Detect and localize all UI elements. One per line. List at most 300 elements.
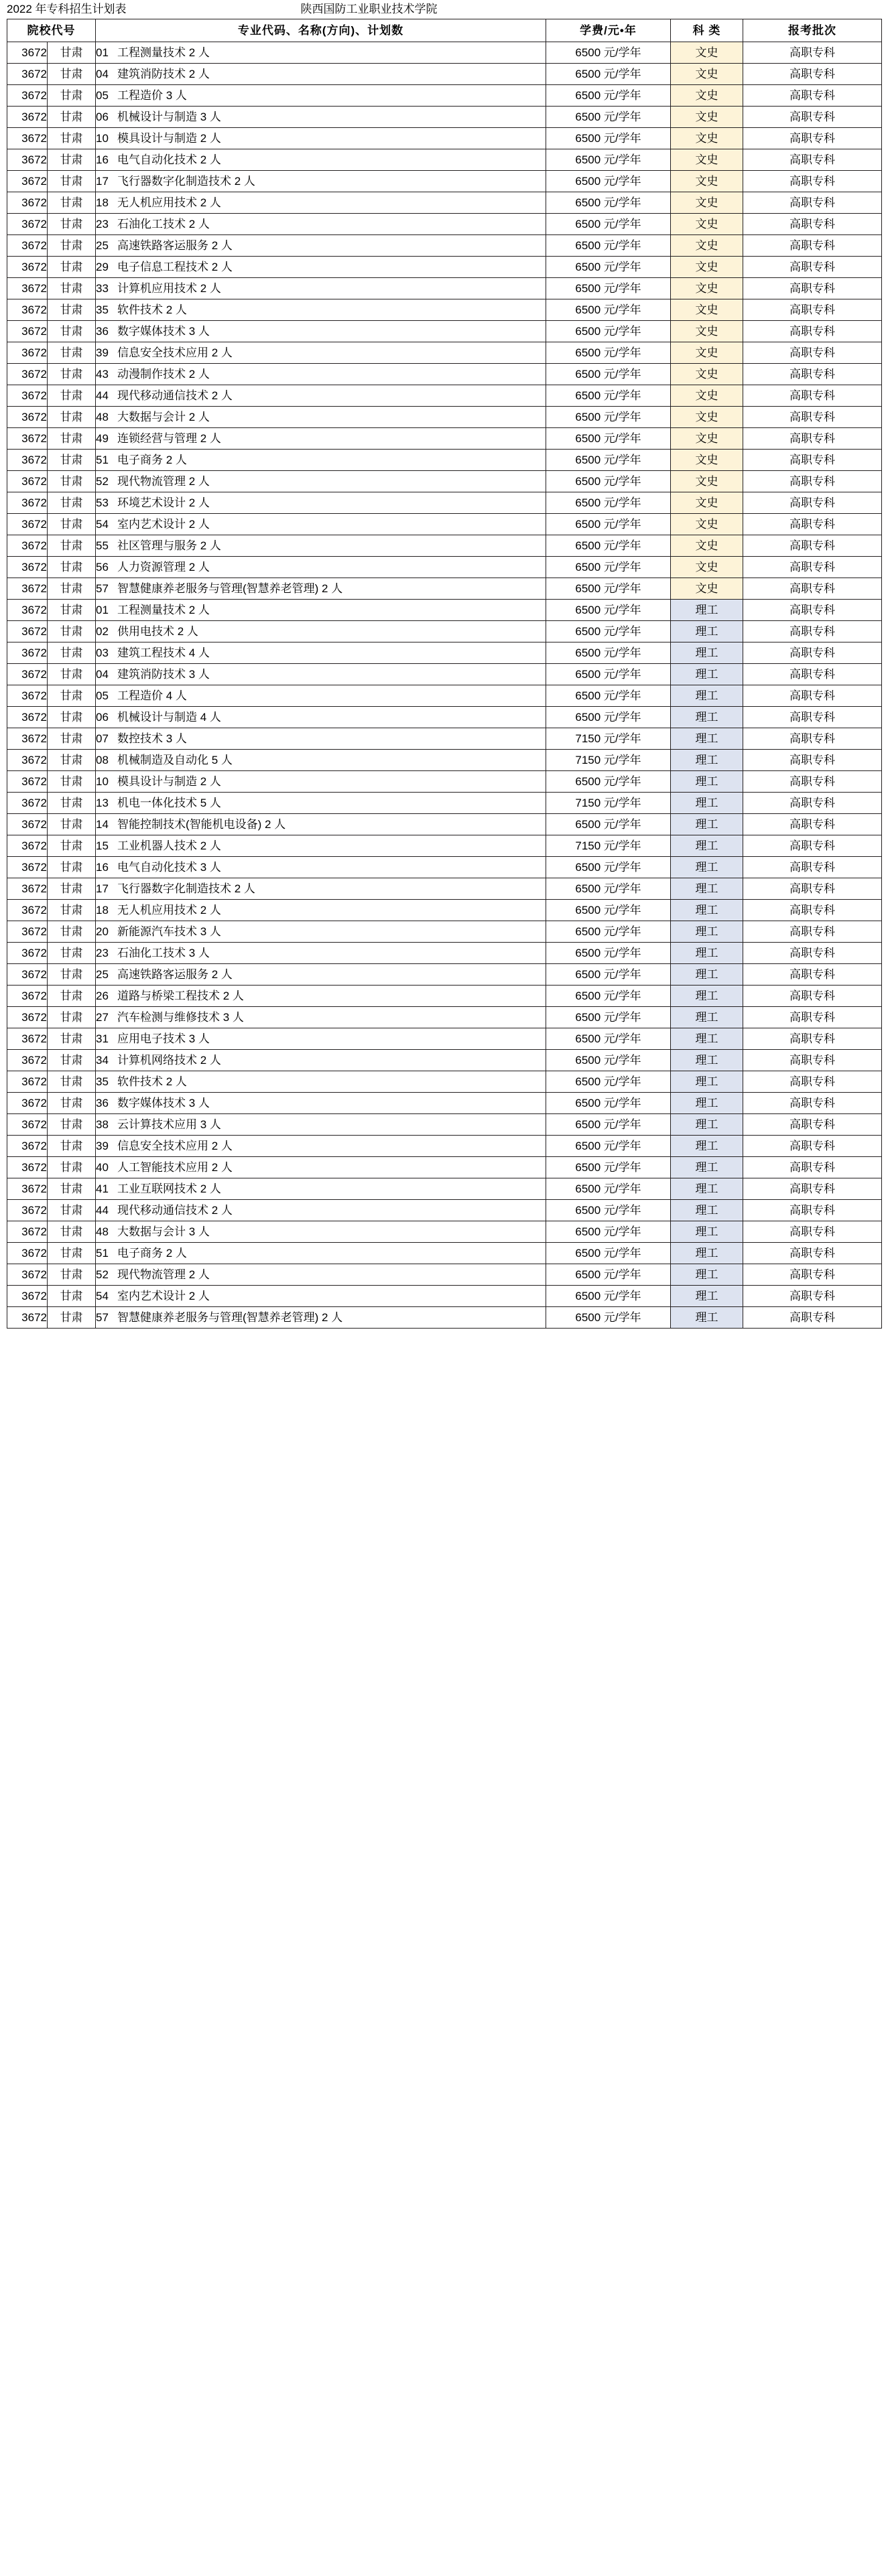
major-name: 工程造价 4 人	[117, 689, 187, 702]
major-name: 智慧健康养老服务与管理(智慧养老管理) 2 人	[117, 1310, 343, 1324]
table-row	[7, 364, 882, 385]
cell-subject: 理工	[671, 964, 743, 986]
cell-school-code: 3672	[7, 364, 48, 385]
major-code: 49	[96, 431, 109, 445]
cell-batch: 高职专科	[743, 192, 882, 214]
cell-province: 甘肃	[48, 1243, 96, 1264]
major-code: 18	[96, 196, 109, 209]
table-row	[7, 1157, 882, 1178]
cell-school-code: 3672	[7, 107, 48, 128]
cell-major	[96, 728, 546, 750]
table-row	[7, 428, 882, 450]
major-code: 41	[96, 1182, 109, 1195]
cell-major	[96, 214, 546, 235]
cell-batch: 高职专科	[743, 1221, 882, 1243]
cell-tuition: 6500 元/学年	[546, 664, 671, 685]
cell-subject: 理工	[671, 1136, 743, 1157]
cell-subject: 理工	[671, 1050, 743, 1071]
cell-province: 甘肃	[48, 342, 96, 364]
cell-major	[96, 642, 546, 664]
cell-tuition: 6500 元/学年	[546, 578, 671, 600]
cell-province: 甘肃	[48, 943, 96, 964]
cell-major	[96, 1221, 546, 1243]
major-code: 17	[96, 882, 109, 895]
cell-batch: 高职专科	[743, 557, 882, 578]
table-row	[7, 85, 882, 107]
cell-province: 甘肃	[48, 664, 96, 685]
cell-school-code: 3672	[7, 1200, 48, 1221]
cell-major	[96, 793, 546, 814]
major-code: 43	[96, 367, 109, 381]
cell-province: 甘肃	[48, 600, 96, 621]
cell-tuition: 6500 元/学年	[546, 964, 671, 986]
cell-province: 甘肃	[48, 42, 96, 64]
cell-major	[96, 299, 546, 321]
table-row	[7, 1286, 882, 1307]
cell-batch: 高职专科	[743, 1007, 882, 1028]
cell-tuition: 6500 元/学年	[546, 1028, 671, 1050]
table-row	[7, 771, 882, 793]
cell-province: 甘肃	[48, 557, 96, 578]
cell-major	[96, 85, 546, 107]
cell-tuition: 6500 元/学年	[546, 171, 671, 192]
cell-tuition: 6500 元/学年	[546, 1114, 671, 1136]
cell-tuition: 7150 元/学年	[546, 835, 671, 857]
table-row	[7, 878, 882, 900]
cell-major	[96, 921, 546, 943]
cell-tuition: 6500 元/学年	[546, 1264, 671, 1286]
cell-major	[96, 771, 546, 793]
major-name: 石油化工技术 3 人	[117, 946, 210, 959]
cell-batch: 高职专科	[743, 1307, 882, 1329]
cell-batch: 高职专科	[743, 1243, 882, 1264]
cell-subject: 理工	[671, 1200, 743, 1221]
major-name: 动漫制作技术 2 人	[117, 367, 210, 381]
major-code: 23	[96, 217, 109, 230]
table-row	[7, 986, 882, 1007]
major-code: 05	[96, 88, 109, 102]
cell-subject: 理工	[671, 707, 743, 728]
cell-batch: 高职专科	[743, 235, 882, 257]
cell-subject: 文史	[671, 428, 743, 450]
cell-province: 甘肃	[48, 1028, 96, 1050]
major-name: 电子信息工程技术 2 人	[117, 260, 233, 273]
cell-batch: 高职专科	[743, 299, 882, 321]
cell-subject: 理工	[671, 814, 743, 835]
table-row	[7, 128, 882, 149]
major-name: 软件技术 2 人	[117, 1075, 187, 1088]
cell-province: 甘肃	[48, 407, 96, 428]
cell-major	[96, 1286, 546, 1307]
major-name: 电气自动化技术 2 人	[117, 153, 221, 166]
cell-subject: 文史	[671, 257, 743, 278]
cell-batch: 高职专科	[743, 1286, 882, 1307]
cell-major	[96, 1243, 546, 1264]
table-row	[7, 321, 882, 342]
cell-tuition: 6500 元/学年	[546, 986, 671, 1007]
table-row	[7, 235, 882, 257]
column-header-major: 专业代码、名称(方向)、计划数	[96, 19, 546, 42]
table-row	[7, 1264, 882, 1286]
table-row	[7, 600, 882, 621]
cell-tuition: 6500 元/学年	[546, 149, 671, 171]
major-name: 人力资源管理 2 人	[117, 560, 210, 573]
cell-subject: 理工	[671, 1007, 743, 1028]
cell-school-code: 3672	[7, 278, 48, 299]
cell-tuition: 6500 元/学年	[546, 107, 671, 128]
cell-subject: 理工	[671, 793, 743, 814]
major-code: 20	[96, 925, 109, 938]
cell-batch: 高职专科	[743, 685, 882, 707]
cell-subject: 理工	[671, 750, 743, 771]
major-name: 数字媒体技术 3 人	[117, 324, 210, 338]
table-row	[7, 814, 882, 835]
cell-batch: 高职专科	[743, 857, 882, 878]
cell-batch: 高职专科	[743, 450, 882, 471]
cell-major	[96, 407, 546, 428]
cell-tuition: 6500 元/学年	[546, 1007, 671, 1028]
cell-tuition: 6500 元/学年	[546, 900, 671, 921]
cell-tuition: 6500 元/学年	[546, 1178, 671, 1200]
cell-subject: 文史	[671, 64, 743, 85]
cell-batch: 高职专科	[743, 1264, 882, 1286]
cell-subject: 理工	[671, 835, 743, 857]
cell-tuition: 6500 元/学年	[546, 42, 671, 64]
major-code: 57	[96, 582, 109, 595]
cell-school-code: 3672	[7, 1028, 48, 1050]
cell-major	[96, 385, 546, 407]
cell-school-code: 3672	[7, 235, 48, 257]
cell-province: 甘肃	[48, 235, 96, 257]
cell-province: 甘肃	[48, 642, 96, 664]
cell-major	[96, 1028, 546, 1050]
cell-batch: 高职专科	[743, 964, 882, 986]
cell-school-code: 3672	[7, 1114, 48, 1136]
major-name: 智能控制技术(智能机电设备) 2 人	[117, 817, 286, 831]
cell-school-code: 3672	[7, 600, 48, 621]
table-row	[7, 1071, 882, 1093]
cell-batch: 高职专科	[743, 85, 882, 107]
major-name: 计算机应用技术 2 人	[117, 281, 221, 295]
cell-tuition: 6500 元/学年	[546, 771, 671, 793]
table-row	[7, 1007, 882, 1028]
major-code: 51	[96, 453, 109, 466]
table-row	[7, 578, 882, 600]
cell-major	[96, 428, 546, 450]
cell-province: 甘肃	[48, 1007, 96, 1028]
table-header-row	[7, 19, 882, 42]
table-row	[7, 535, 882, 557]
cell-major	[96, 535, 546, 557]
cell-major	[96, 685, 546, 707]
cell-school-code: 3672	[7, 1071, 48, 1093]
major-name: 道路与桥梁工程技术 2 人	[117, 989, 244, 1002]
cell-school-code: 3672	[7, 793, 48, 814]
cell-subject: 文史	[671, 364, 743, 385]
cell-major	[96, 986, 546, 1007]
cell-major	[96, 514, 546, 535]
cell-tuition: 6500 元/学年	[546, 407, 671, 428]
major-code: 15	[96, 839, 109, 852]
cell-subject: 理工	[671, 728, 743, 750]
cell-school-code: 3672	[7, 1264, 48, 1286]
cell-batch: 高职专科	[743, 107, 882, 128]
table-row	[7, 492, 882, 514]
document-header	[0, 0, 888, 19]
cell-major	[96, 107, 546, 128]
cell-school-code: 3672	[7, 407, 48, 428]
cell-school-code: 3672	[7, 1050, 48, 1071]
cell-batch: 高职专科	[743, 342, 882, 364]
cell-batch: 高职专科	[743, 321, 882, 342]
table-row	[7, 857, 882, 878]
cell-subject: 理工	[671, 664, 743, 685]
major-code: 10	[96, 131, 109, 145]
major-name: 飞行器数字化制造技术 2 人	[117, 882, 255, 895]
cell-tuition: 6500 元/学年	[546, 1243, 671, 1264]
major-code: 25	[96, 239, 109, 252]
cell-school-code: 3672	[7, 514, 48, 535]
cell-tuition: 6500 元/学年	[546, 1136, 671, 1157]
major-code: 13	[96, 796, 109, 809]
major-name: 无人机应用技术 2 人	[117, 196, 221, 209]
table-row	[7, 171, 882, 192]
major-code: 52	[96, 474, 109, 488]
cell-subject: 理工	[671, 943, 743, 964]
column-header-subject: 科 类	[671, 19, 743, 42]
cell-batch: 高职专科	[743, 42, 882, 64]
cell-tuition: 6500 元/学年	[546, 514, 671, 535]
cell-province: 甘肃	[48, 1071, 96, 1093]
cell-batch: 高职专科	[743, 214, 882, 235]
cell-tuition: 6500 元/学年	[546, 1157, 671, 1178]
major-code: 55	[96, 539, 109, 552]
major-code: 44	[96, 389, 109, 402]
table-row	[7, 1178, 882, 1200]
major-name: 数字媒体技术 3 人	[117, 1096, 210, 1109]
major-name: 飞行器数字化制造技术 2 人	[117, 174, 255, 188]
cell-major	[96, 1007, 546, 1028]
cell-subject: 理工	[671, 1028, 743, 1050]
cell-province: 甘肃	[48, 1307, 96, 1329]
cell-province: 甘肃	[48, 793, 96, 814]
column-header-school-code: 院校代号	[7, 19, 96, 42]
cell-province: 甘肃	[48, 814, 96, 835]
cell-tuition: 6500 元/学年	[546, 299, 671, 321]
cell-school-code: 3672	[7, 728, 48, 750]
cell-major	[96, 664, 546, 685]
cell-province: 甘肃	[48, 128, 96, 149]
table-row	[7, 943, 882, 964]
major-code: 39	[96, 346, 109, 359]
cell-subject: 理工	[671, 900, 743, 921]
cell-batch: 高职专科	[743, 578, 882, 600]
cell-subject: 文史	[671, 299, 743, 321]
major-name: 工程造价 3 人	[117, 88, 187, 102]
major-code: 34	[96, 1053, 109, 1067]
cell-batch: 高职专科	[743, 257, 882, 278]
major-name: 工业互联网技术 2 人	[117, 1182, 221, 1195]
major-code: 05	[96, 689, 109, 702]
cell-school-code: 3672	[7, 64, 48, 85]
major-name: 电子商务 2 人	[117, 453, 187, 466]
cell-major	[96, 1157, 546, 1178]
cell-school-code: 3672	[7, 85, 48, 107]
major-name: 信息安全技术应用 2 人	[117, 1139, 233, 1152]
cell-subject: 文史	[671, 578, 743, 600]
cell-school-code: 3672	[7, 1178, 48, 1200]
cell-province: 甘肃	[48, 450, 96, 471]
table-row	[7, 1028, 882, 1050]
cell-province: 甘肃	[48, 1136, 96, 1157]
major-name: 现代物流管理 2 人	[117, 1268, 210, 1281]
table-row	[7, 835, 882, 857]
cell-subject: 文史	[671, 192, 743, 214]
cell-tuition: 6500 元/学年	[546, 685, 671, 707]
cell-subject: 理工	[671, 1093, 743, 1114]
cell-province: 甘肃	[48, 921, 96, 943]
cell-school-code: 3672	[7, 707, 48, 728]
cell-batch: 高职专科	[743, 535, 882, 557]
cell-province: 甘肃	[48, 471, 96, 492]
major-name: 石油化工技术 2 人	[117, 217, 210, 230]
cell-school-code: 3672	[7, 492, 48, 514]
cell-province: 甘肃	[48, 964, 96, 986]
cell-school-code: 3672	[7, 771, 48, 793]
table-row	[7, 664, 882, 685]
cell-batch: 高职专科	[743, 385, 882, 407]
cell-province: 甘肃	[48, 685, 96, 707]
header-left-title: 2022 年专科招生计划表	[7, 3, 127, 15]
cell-school-code: 3672	[7, 685, 48, 707]
cell-tuition: 6500 元/学年	[546, 64, 671, 85]
cell-batch: 高职专科	[743, 814, 882, 835]
cell-subject: 文史	[671, 342, 743, 364]
cell-school-code: 3672	[7, 900, 48, 921]
cell-major	[96, 42, 546, 64]
major-name: 供用电技术 2 人	[117, 624, 198, 638]
cell-province: 甘肃	[48, 321, 96, 342]
major-code: 36	[96, 324, 109, 338]
cell-province: 甘肃	[48, 192, 96, 214]
cell-major	[96, 814, 546, 835]
major-code: 06	[96, 710, 109, 724]
cell-province: 甘肃	[48, 578, 96, 600]
major-name: 电气自动化技术 3 人	[117, 860, 221, 874]
major-name: 现代移动通信技术 2 人	[117, 389, 233, 402]
cell-province: 甘肃	[48, 278, 96, 299]
major-code: 54	[96, 1289, 109, 1302]
major-code: 35	[96, 303, 109, 316]
cell-major	[96, 364, 546, 385]
table-row	[7, 1307, 882, 1329]
cell-school-code: 3672	[7, 342, 48, 364]
cell-subject: 文史	[671, 214, 743, 235]
cell-batch: 高职专科	[743, 1178, 882, 1200]
major-code: 53	[96, 496, 109, 509]
major-name: 室内艺术设计 2 人	[117, 1289, 210, 1302]
cell-batch: 高职专科	[743, 1157, 882, 1178]
major-name: 工程测量技术 2 人	[117, 46, 210, 59]
cell-major	[96, 707, 546, 728]
cell-province: 甘肃	[48, 900, 96, 921]
cell-subject: 理工	[671, 986, 743, 1007]
major-name: 智慧健康养老服务与管理(智慧养老管理) 2 人	[117, 582, 343, 595]
table-row	[7, 793, 882, 814]
cell-batch: 高职专科	[743, 1050, 882, 1071]
major-code: 38	[96, 1117, 109, 1131]
cell-subject: 文史	[671, 149, 743, 171]
cell-school-code: 3672	[7, 642, 48, 664]
major-code: 56	[96, 560, 109, 573]
cell-batch: 高职专科	[743, 878, 882, 900]
cell-major	[96, 1200, 546, 1221]
cell-batch: 高职专科	[743, 128, 882, 149]
cell-province: 甘肃	[48, 1157, 96, 1178]
table-row	[7, 107, 882, 128]
cell-province: 甘肃	[48, 535, 96, 557]
cell-batch: 高职专科	[743, 428, 882, 450]
major-code: 06	[96, 110, 109, 123]
cell-major	[96, 1071, 546, 1093]
cell-school-code: 3672	[7, 535, 48, 557]
table-body	[7, 42, 882, 1329]
cell-tuition: 6500 元/学年	[546, 364, 671, 385]
cell-province: 甘肃	[48, 1200, 96, 1221]
cell-major	[96, 257, 546, 278]
cell-school-code: 3672	[7, 257, 48, 278]
cell-school-code: 3672	[7, 621, 48, 642]
major-name: 无人机应用技术 2 人	[117, 903, 221, 917]
table-row	[7, 278, 882, 299]
cell-subject: 文史	[671, 85, 743, 107]
cell-province: 甘肃	[48, 64, 96, 85]
cell-tuition: 6500 元/学年	[546, 492, 671, 514]
cell-school-code: 3672	[7, 299, 48, 321]
major-code: 16	[96, 153, 109, 166]
cell-tuition: 6500 元/学年	[546, 642, 671, 664]
cell-tuition: 6500 元/学年	[546, 535, 671, 557]
major-name: 计算机网络技术 2 人	[117, 1053, 221, 1067]
cell-tuition: 6500 元/学年	[546, 342, 671, 364]
table-row	[7, 1136, 882, 1157]
cell-batch: 高职专科	[743, 835, 882, 857]
cell-school-code: 3672	[7, 42, 48, 64]
cell-batch: 高职专科	[743, 1028, 882, 1050]
cell-tuition: 6500 元/学年	[546, 1307, 671, 1329]
major-code: 08	[96, 753, 109, 766]
major-name: 机械设计与制造 3 人	[117, 110, 221, 123]
major-name: 人工智能技术应用 2 人	[117, 1160, 233, 1174]
major-name: 现代物流管理 2 人	[117, 474, 210, 488]
cell-school-code: 3672	[7, 149, 48, 171]
cell-batch: 高职专科	[743, 900, 882, 921]
table-row	[7, 42, 882, 64]
major-name: 建筑消防技术 2 人	[117, 67, 210, 80]
cell-major	[96, 900, 546, 921]
cell-school-code: 3672	[7, 128, 48, 149]
cell-school-code: 3672	[7, 1286, 48, 1307]
cell-tuition: 6500 元/学年	[546, 1286, 671, 1307]
cell-school-code: 3672	[7, 986, 48, 1007]
cell-tuition: 6500 元/学年	[546, 428, 671, 450]
major-name: 建筑消防技术 3 人	[117, 667, 210, 681]
cell-batch: 高职专科	[743, 278, 882, 299]
cell-major	[96, 1093, 546, 1114]
major-code: 04	[96, 667, 109, 681]
cell-province: 甘肃	[48, 257, 96, 278]
major-code: 35	[96, 1075, 109, 1088]
